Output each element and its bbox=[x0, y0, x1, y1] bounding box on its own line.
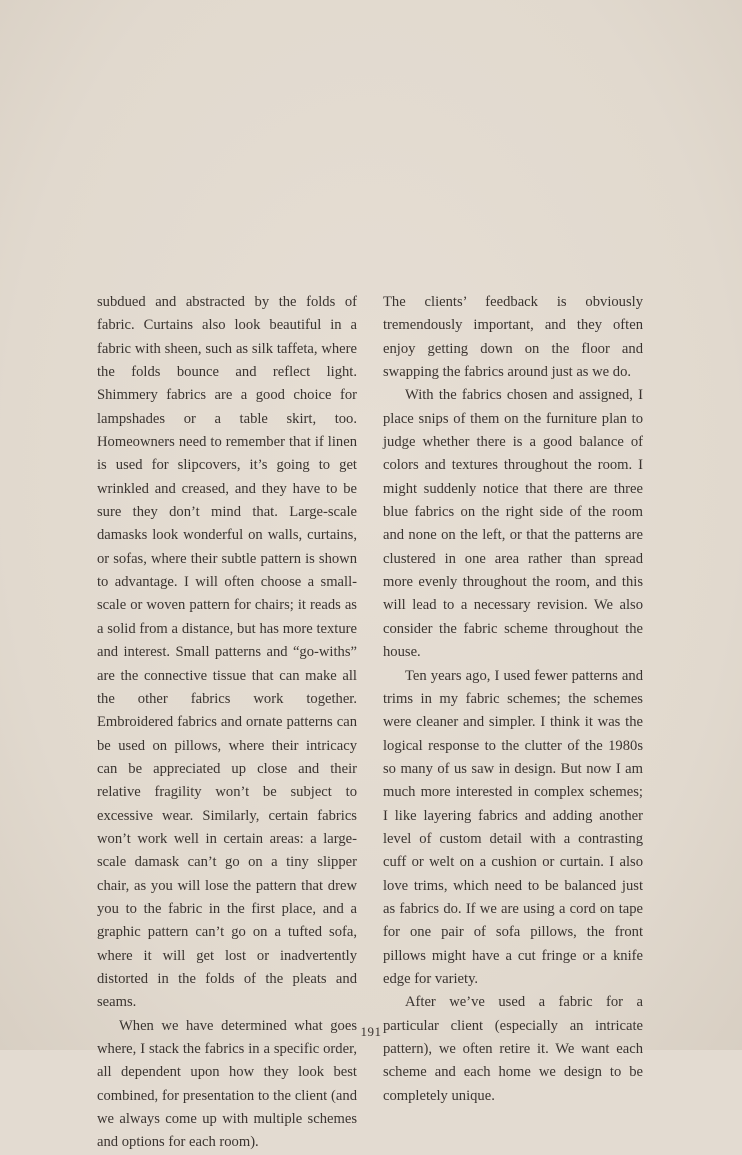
paragraph: With the fabrics chosen and assigned, I place snips of them on the furniture plan to judge whether there is a good balance of colors and textures throughout the room. I might suddenly notice that there are three blue fabrics on the right side of the room and none on the left, or that the patterns are clustered in one area rather than spread more evenly throughout the room, and this will lead to a necessary revision. We also consider the fabric scheme throughout the house. bbox=[383, 387, 643, 661]
paragraph: After we’ve used a fabric for a particular client (especially an intricate pattern), we often retire it. We want each scheme and each home we design to be completely unique. bbox=[383, 994, 643, 1104]
right-text-column bbox=[383, 291, 643, 1108]
paragraph: Ten years ago, I used fewer patterns and trims in my fabric schemes; the schemes were cleaner and simpler. I think it was the logical response to the clutter of the 1980s so many of us saw in design. But now I am much more interested in complex schemes; I like layering fabrics and adding another level of custom detail with a contrasting cuff or welt on a cushion or curtain. I also love trims, which need to be balanced just as fabrics do. If we are using a cord on tape for one pair of sofa pillows, the front pillows might have a cut fringe or a knife edge for variety. bbox=[383, 667, 643, 987]
paragraph: When we have determined what goes where, I stack the fabrics in a specific order, all dependent upon how they look best combined, for presentation to the client (and we always come up with multiple schemes and options for each room). bbox=[97, 1017, 357, 1151]
paragraph: The clients’ feedback is obviously tremendously important, and they often enjoy getting down on the floor and swapping the fabrics around just as we do. bbox=[383, 294, 643, 381]
paragraph: subdued and abstracted by the folds of fabric. Curtains also look beautiful in a fabric with sheen, such as silk taffeta, where the folds bounce and reflect light. Shimmery fabrics are a good choice for lampshades or a table skirt, too. Homeowners need to remember that if linen is used for slipcovers, it’s going to get wrinkled and creased, and they have to be sure they don’t mind that. Large-scale damasks look wonderful on walls, curtains, or sofas, where their subtle pattern is shown to advantage. I will often choose a small-scale or woven pattern for chairs; it reads as a solid from a distance, but has more texture and interest. Small patterns and “go-withs” are the connective tissue that can make all the other fabrics work together. Embroidered fabrics and ornate patterns can be used on pillows, where their intricacy can be appreciated up close and their relative fragility won’t be subject to excessive wear. Similarly, certain fabrics won’t work well in certain areas: a large-scale damask can’t go on a tiny slipper chair, as you will lose the pattern that drew you to the fabric in the first place, and a graphic pattern can’t go on a tufted sofa, where it will get lost or inadvertently distorted in the folds of the pleats and seams. bbox=[97, 294, 357, 1011]
page-number: 191 bbox=[360, 1024, 382, 1039]
